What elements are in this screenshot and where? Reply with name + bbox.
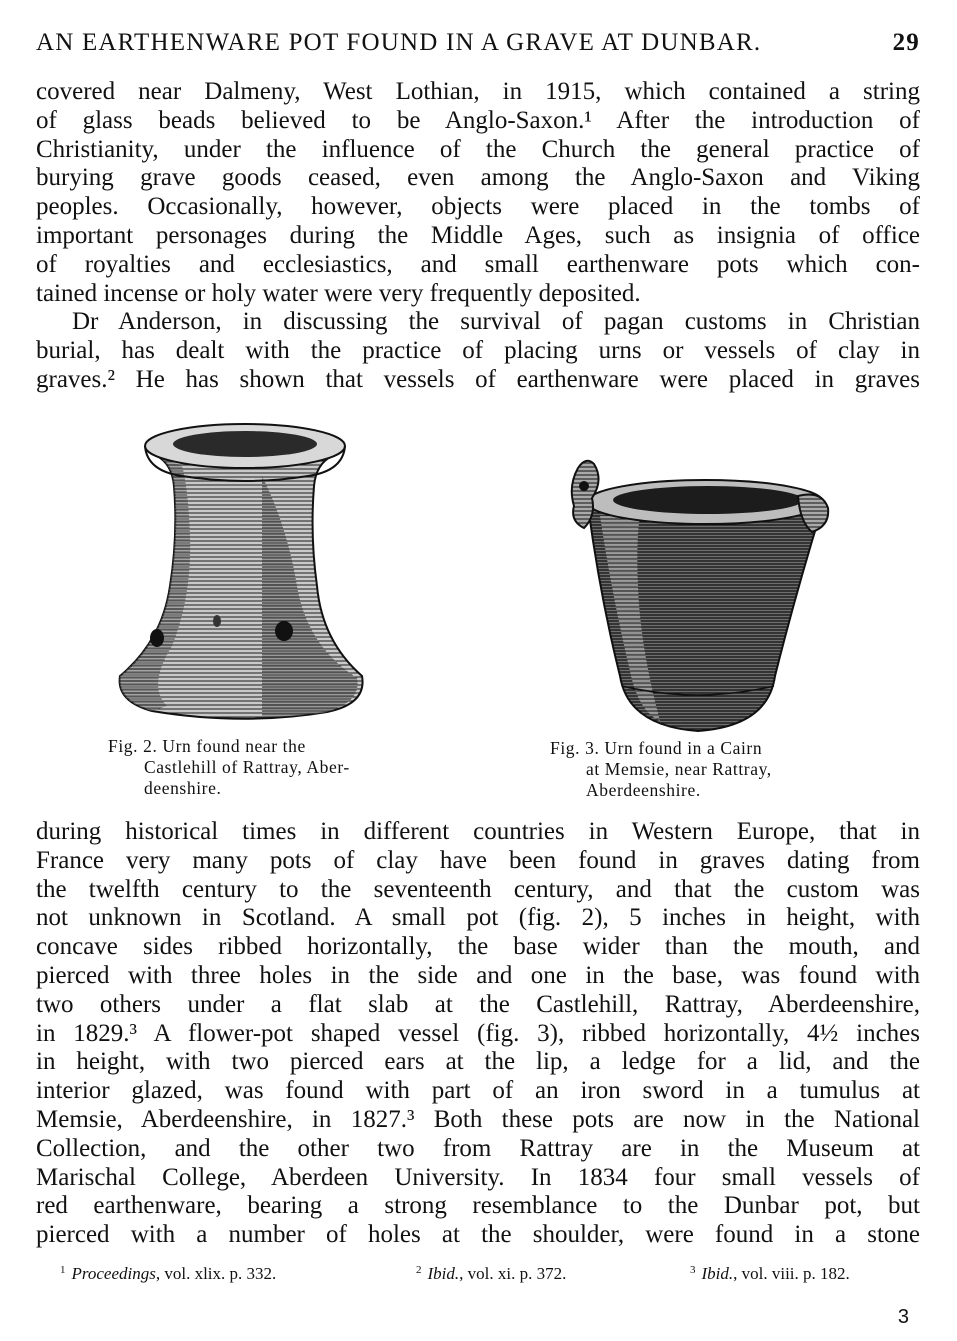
text-line: covered near Dalmeny, West Lothian, in 1915, which contained a string: [36, 78, 920, 105]
text-line: important personages during the Middle Ages, such as insignia of office: [36, 221, 920, 249]
text-line: concave sides ribbed horizontally, the base wider than the mouth, and: [36, 933, 920, 961]
fig-2-urn-illustration: [112, 416, 384, 728]
text-line: the twelfth century to the seventeenth century, and that the custom was: [36, 875, 920, 903]
footnote-work: Proceedings: [71, 1264, 156, 1283]
caption-line: Aberdeenshire.: [586, 780, 701, 800]
text-line: interior glazed, was found with part of an iron sword in a tumulus at: [36, 1077, 920, 1105]
text-line: peoples. Occasionally, however, objects were placed in the tombs of: [36, 193, 920, 221]
text-line: red earthenware, bearing a strong resemblance to the Dunbar pot, but: [36, 1192, 920, 1220]
fig-3-urn-illustration: [560, 446, 834, 738]
text-line: pierced with a number of holes at the shoulder, were found in a stone: [36, 1221, 920, 1249]
text-line: not unknown in Scotland. A small pot (fig. 2), 5 inches in height, with: [36, 904, 920, 932]
footnote-ref: , vol. xi. p. 372.: [459, 1264, 567, 1283]
footnote-mark: 1: [60, 1264, 66, 1276]
footnote-2: [416, 1264, 566, 1284]
text-line: Collection, and the other two from Rattray are in the Museum at: [36, 1134, 920, 1162]
text-line: of royalties and ecclesiastics, and small earthenware pots which con-: [36, 250, 920, 278]
fig-2-caption: [108, 736, 350, 799]
text-line: Marischal College, Aberdeen University. In 1834 four small vessels of: [36, 1163, 920, 1191]
paragraph-2: [36, 308, 920, 394]
text-line: graves.² He has shown that vessels of earthenware were placed in graves: [36, 365, 920, 393]
footnote-mark: 2: [416, 1264, 422, 1276]
footnote-3: [690, 1264, 850, 1284]
footnotes: [60, 1264, 910, 1288]
caption-line: Castlehill of Rattray, Aber-: [144, 757, 350, 777]
text-line: pierced with three holes in the side and one in the base, was found with: [36, 961, 920, 989]
text-line: during historical times in different countries in Western Europe, that in: [36, 818, 920, 845]
footnote-1: [60, 1264, 276, 1284]
text-line: in 1829.³ A flower-pot shaped vessel (fig. 3), ribbed horizontally, 4½ inches: [36, 1019, 920, 1047]
caption-line: at Memsie, near Rattray,: [586, 759, 772, 779]
footnote-ref: , vol. xlix. p. 332.: [155, 1264, 277, 1283]
signature-mark: 3: [897, 1306, 909, 1328]
text-line: France very many pots of clay have been found in graves dating from: [36, 846, 920, 874]
text-line: burying grave goods ceased, even among the Anglo-Saxon and Viking: [36, 164, 920, 192]
paragraph-1: [36, 78, 920, 308]
paragraph-3: [36, 818, 920, 1250]
caption-line: Fig. 3. Urn found in a Cairn: [550, 738, 763, 758]
text-line: of glass beads believed to be Anglo-Saxon.¹ After the introduction of: [36, 106, 920, 134]
text-line: Memsie, Aberdeenshire, in 1827.³ Both these pots are now in the National: [36, 1105, 920, 1133]
text-line: burial, has dealt with the practice of placing urns or vessels of clay in: [36, 336, 920, 364]
caption-line: Fig. 2. Urn found near the: [108, 736, 306, 756]
caption-line: deenshire.: [144, 778, 222, 798]
page-number: 29: [892, 29, 920, 56]
text-line: two others under a flat slab at the Castlehill, Rattray, Aberdeenshire,: [36, 990, 920, 1018]
running-title: AN EARTHENWARE POT FOUND IN A GRAVE AT DUNBAR.: [36, 29, 762, 56]
footnote-ref: , vol. viii. p. 182.: [733, 1264, 850, 1283]
text-line: Christianity, under the influence of the Church the general practice of: [36, 135, 920, 163]
text-line: Dr Anderson, in discussing the survival of pagan customs in Christian: [72, 308, 920, 335]
footnote-work: Ibid.: [701, 1264, 734, 1283]
footnote-work: Ibid.: [427, 1264, 460, 1283]
footnote-mark: 3: [690, 1264, 696, 1276]
text-line: tained incense or holy water were very frequently deposited.: [36, 279, 641, 307]
text-line: in height, with two pierced ears at the lip, a ledge for a lid, and the: [36, 1048, 920, 1076]
fig-3-caption: [550, 738, 772, 801]
